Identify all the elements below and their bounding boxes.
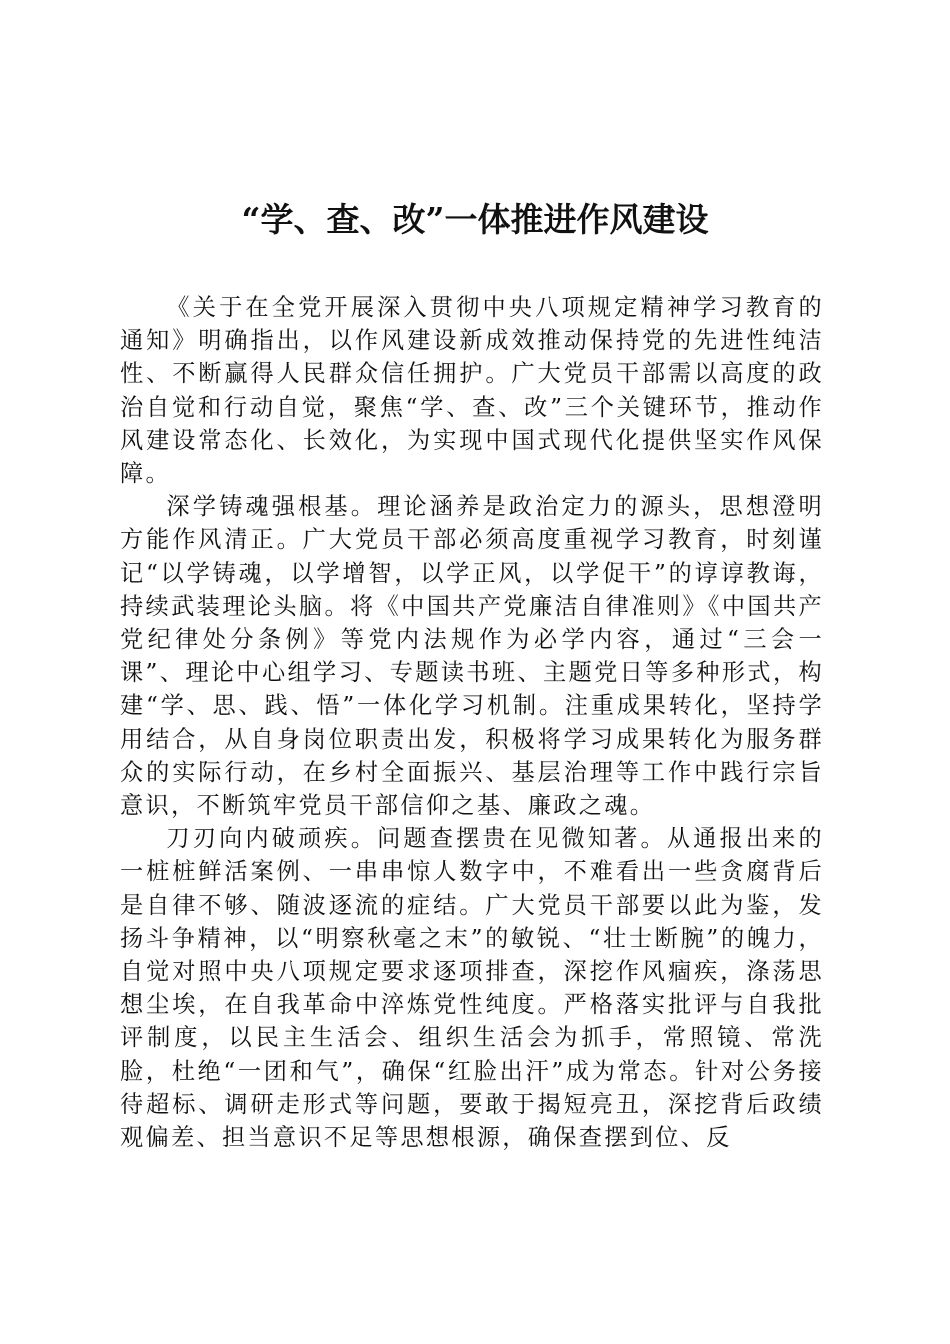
paragraph-inspect: 刀刃向内破顽疾。问题查摆贵在见微知著。从通报出来的一桩桩鲜活案例、一串串惊人数字中，不难看出一些贪腐背后是自律不够、随波逐流的症结。广大党员干部要以此为鉴，发扬斗争精神，以“明察秋毫之末”的敏锐、“壮士断腕”的魄力，自觉对照中央八项规定要求逐项排查，深挖作风痼疾，涤荡思想尘埃，在自我革命中淬炼党性纯度。严格落实批评与自我批评制度，以民主生活会、组织生活会为抓手，常照镜、常洗脸，杜绝“一团和气”，确保“红脸出汗”成为常态。针对公务接待超标、调研走形式等问题，要敢于揭短亮丑，深挖背后政绩观偏差、担当意识不足等思想根源，确保查摆到位、反: [120, 825, 824, 1152]
paragraph-study: 深学铸魂强根基。理论涵养是政治定力的源头，思想澄明方能作风清正。广大党员干部必须高度重视学习教育，时刻谨记“以学铸魂，以学增智，以学正风，以学促干”的谆谆教诲，持续武装理论头脑。将《中国共产党廉洁自律准则》《中国共产党纪律处分条例》等党内法规作为必学内容，通过“三会一课”、理论中心组学习、专题读书班、主题党日等多种形式，构建“学、思、践、悟”一体化学习机制。注重成果转化，坚持学用结合，从自身岗位职责出发，积极将学习成果转化为服务群众的实际行动，在乡村全面振兴、基层治理等工作中践行宗旨意识，不断筑牢党员干部信仰之基、廉政之魂。: [120, 493, 824, 820]
document-body: [120, 291, 824, 1154]
document-title: “学、查、改”一体推进作风建设: [241, 200, 709, 239]
paragraph-intro: 《关于在全党开展深入贯彻中央八项规定精神学习教育的通知》明确指出，以作风建设新成效推动保持党的先进性纯洁性、不断赢得人民群众信任拥护。广大党员干部需以高度的政治自觉和行动自觉，聚焦“学、查、改”三个关键环节，推动作风建设常态化、长效化，为实现中国式现代化提供坚实作风保障。: [120, 294, 824, 488]
